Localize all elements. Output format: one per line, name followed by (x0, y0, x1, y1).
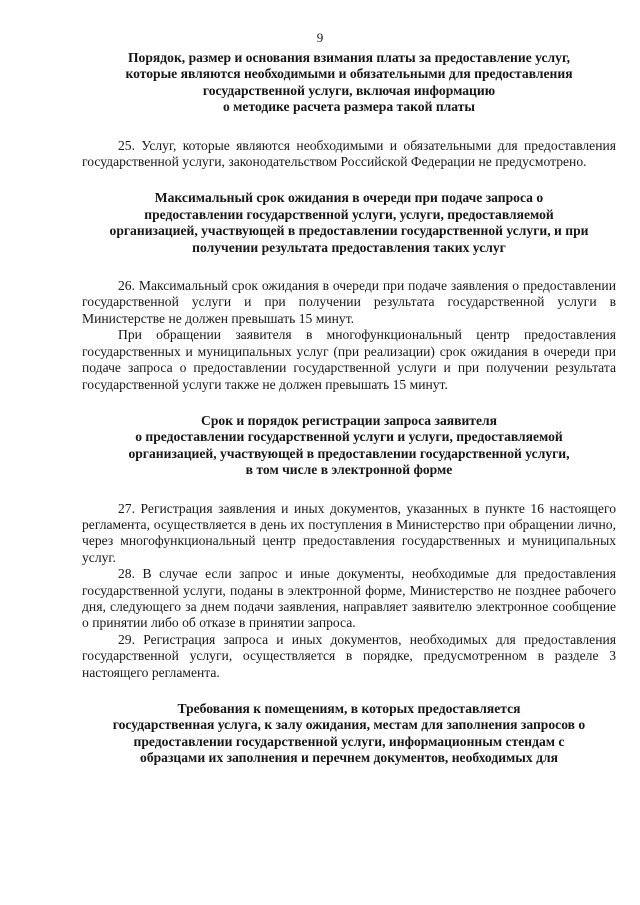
paragraph-28: 28. В случае если запрос и иные документы, необходимые для предоставления государственной услуги, поданы в электронной форме, Министерство не позднее рабочего дня, следующего за днем подачи заявления, направляет заявителю электронное сообщение о принятии либо об отказе в принятии запроса. (82, 566, 616, 631)
section-heading-waiting-time (82, 190, 616, 256)
section-heading-fees (82, 50, 616, 116)
heading-line: в том числе в электронной форме (245, 462, 453, 478)
paragraph-26-continued: При обращении заявителя в многофункциональный центр предоставления государственных и муниципальных услуг (при реализации) срок ожидания в очереди при подаче запроса о предоставлении государственной услуги и при получении результата государственной услуги также не должен превышать 15 минут. (82, 327, 616, 392)
heading-line: образцами их заполнения и перечнем документов, необходимых для (140, 750, 558, 766)
paragraph-27: 27. Регистрация заявления и иных документов, указанных в пункте 16 настоящего регламента, осуществляется в день их поступления в Министерство при обращении лично, через многофункциональный центр предоставления государственных и муниципальных услуг. (82, 500, 616, 565)
heading-line: которые являются необходимыми и обязательными для предоставления (125, 66, 573, 82)
heading-line: Срок и порядок регистрации запроса заявителя (201, 412, 497, 428)
heading-line: государственной услуги, включая информацию (202, 82, 496, 98)
heading-line: организацией, участвующей в предоставлении государственной услуги, (128, 445, 570, 461)
document-body (82, 50, 616, 767)
heading-line: о предоставлении государственной услуги и услуги, предоставляемой (135, 429, 563, 445)
heading-line: Порядок, размер и основания взимания платы за предоставление услуг, (127, 50, 571, 65)
heading-line: о методике расчета размера такой платы (222, 99, 476, 115)
heading-line: Требования к помещениям, в которых предоставляется (177, 701, 521, 716)
heading-line: предоставлении государственной услуги, информационным стендам с (133, 733, 565, 749)
paragraph-25: 25. Услуг, которые являются необходимыми и обязательными для предоставления государственной услуги, законодательством Российской Федерации не предусмотрено. (82, 137, 616, 170)
heading-line: Максимальный срок ожидания в очереди при подаче запроса о (154, 190, 544, 206)
heading-line: получении результата предоставления таких услуг (192, 239, 506, 255)
heading-line: организацией, участвующей в предоставлении государственной услуги, и при (109, 223, 589, 239)
paragraph-26: 26. Максимальный срок ожидания в очереди при подаче заявления о предоставлении государственной услуги и при получении результата государственной услуги в Министерстве не должен превышать 15 минут. (82, 278, 616, 326)
section-heading-registration (82, 413, 616, 479)
paragraph-29: 29. Регистрация запроса и иных документов, необходимых для предоставления государственной услуги, осуществляется в порядке, предусмотренном в разделе 3 настоящего регламента. (82, 631, 616, 680)
section-heading-premises (82, 701, 616, 767)
heading-line: государственная услуга, к залу ожидания, местам для заполнения запросов о (112, 717, 586, 733)
heading-line: предоставлении государственной услуги, услуги, предоставляемой (144, 206, 554, 222)
page-number: 9 (316, 30, 324, 45)
